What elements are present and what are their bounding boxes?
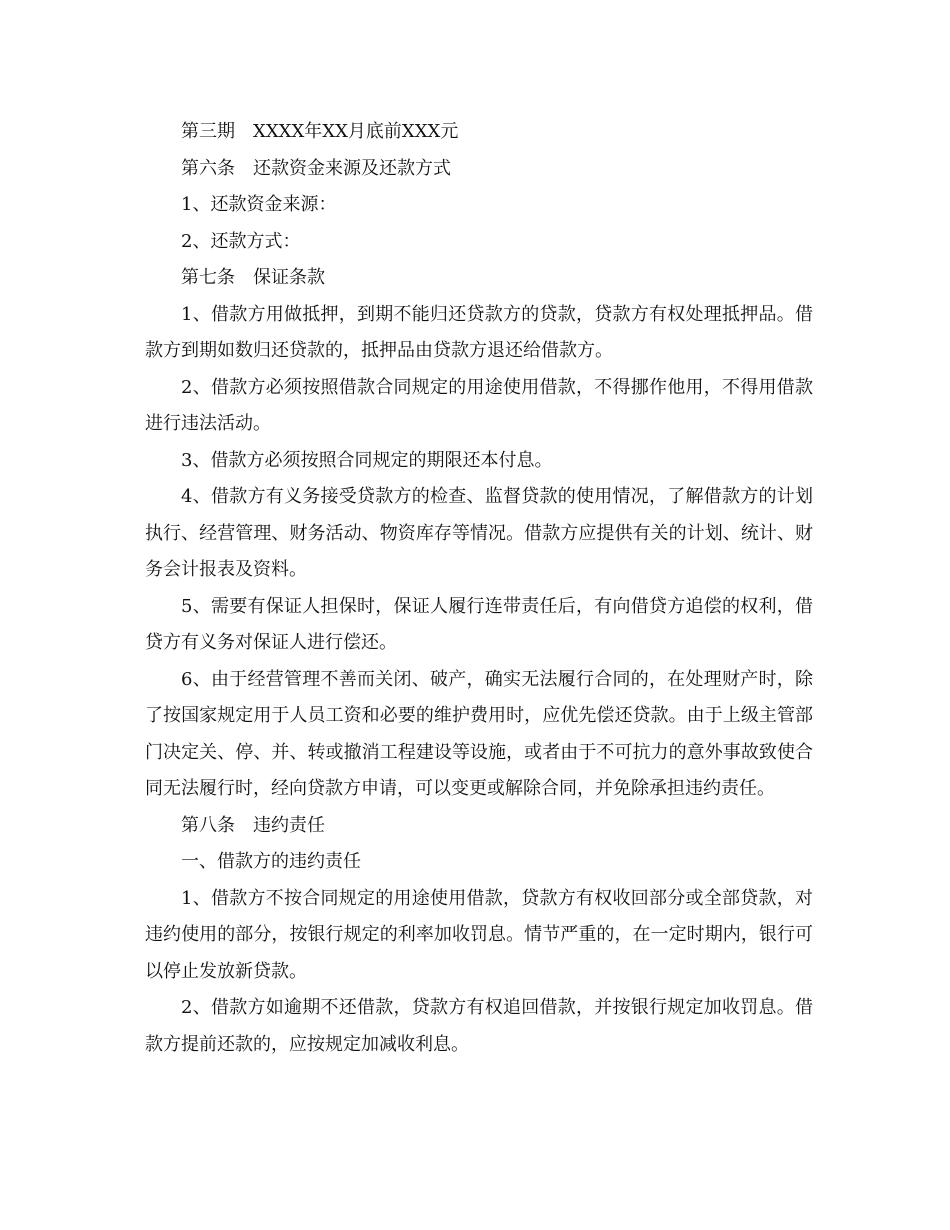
paragraph-installment-3: 第三期 XXXX年XX月底前XXX元	[181, 121, 459, 142]
paragraph-liability-2: 2、借款方如逾期不还借款，贷款方有权追回借款，并按银行规定加收罚息。借款方提前还款的，应按规定加减收利息。	[145, 997, 813, 1055]
heading-article-7: 第七条 保证条款	[181, 267, 325, 288]
heading-article-8: 第八条 违约责任	[181, 814, 325, 836]
paragraph-guarantee-5: 5、需要有保证人担保时，保证人履行连带责任后，有向借贷方追偿的权利，借贷方有义务对保证人进行偿还。	[145, 595, 813, 653]
subheading-borrower-liability: 一、借款方的违约责任	[181, 851, 361, 872]
paragraph-repayment-method: 2、还款方式：	[181, 230, 301, 252]
paragraph-guarantee-2: 2、借款方必须按照借款合同规定的用途使用借款，不得挪作他用，不得用借款进行违法活动。	[145, 376, 813, 434]
paragraph-guarantee-1: 1、借款方用做抵押，到期不能归还贷款方的贷款，贷款方有权处理抵押品。借款方到期如数归还贷款的，抵押品由贷款方退还给借款方。	[145, 303, 813, 361]
paragraph-guarantee-4: 4、借款方有义务接受贷款方的检查、监督贷款的使用情况，了解借款方的计划执行、经营管理、财务活动、物资库存等情况。借款方应提供有关的计划、统计、财务会计报表及资料。	[145, 486, 813, 580]
paragraph-guarantee-6: 6、由于经营管理不善而关闭、破产，确实无法履行合同的，在处理财产时，除了按国家规定用于人员工资和必要的维护费用时，应优先偿还贷款。由于上级主管部门决定关、停、并、转或撤消工程建设等设施，或者由于不可抗力的意外事故致使合同无法履行时，经向贷款方申请，可以变更或解除合同，并免除承担违约责任。	[145, 668, 813, 799]
document-body	[145, 114, 813, 1063]
paragraph-liability-1: 1、借款方不按合同规定的用途使用借款，贷款方有权收回部分或全部贷款，对违约使用的部分，按银行规定的利率加收罚息。情节严重的，在一定时期内，银行可以停止发放新贷款。	[145, 887, 813, 982]
heading-article-6: 第六条 还款资金来源及还款方式	[181, 157, 451, 179]
paragraph-guarantee-3: 3、借款方必须按照合同规定的期限还本付息。	[181, 449, 553, 471]
paragraph-repayment-source: 1、还款资金来源：	[181, 194, 337, 215]
